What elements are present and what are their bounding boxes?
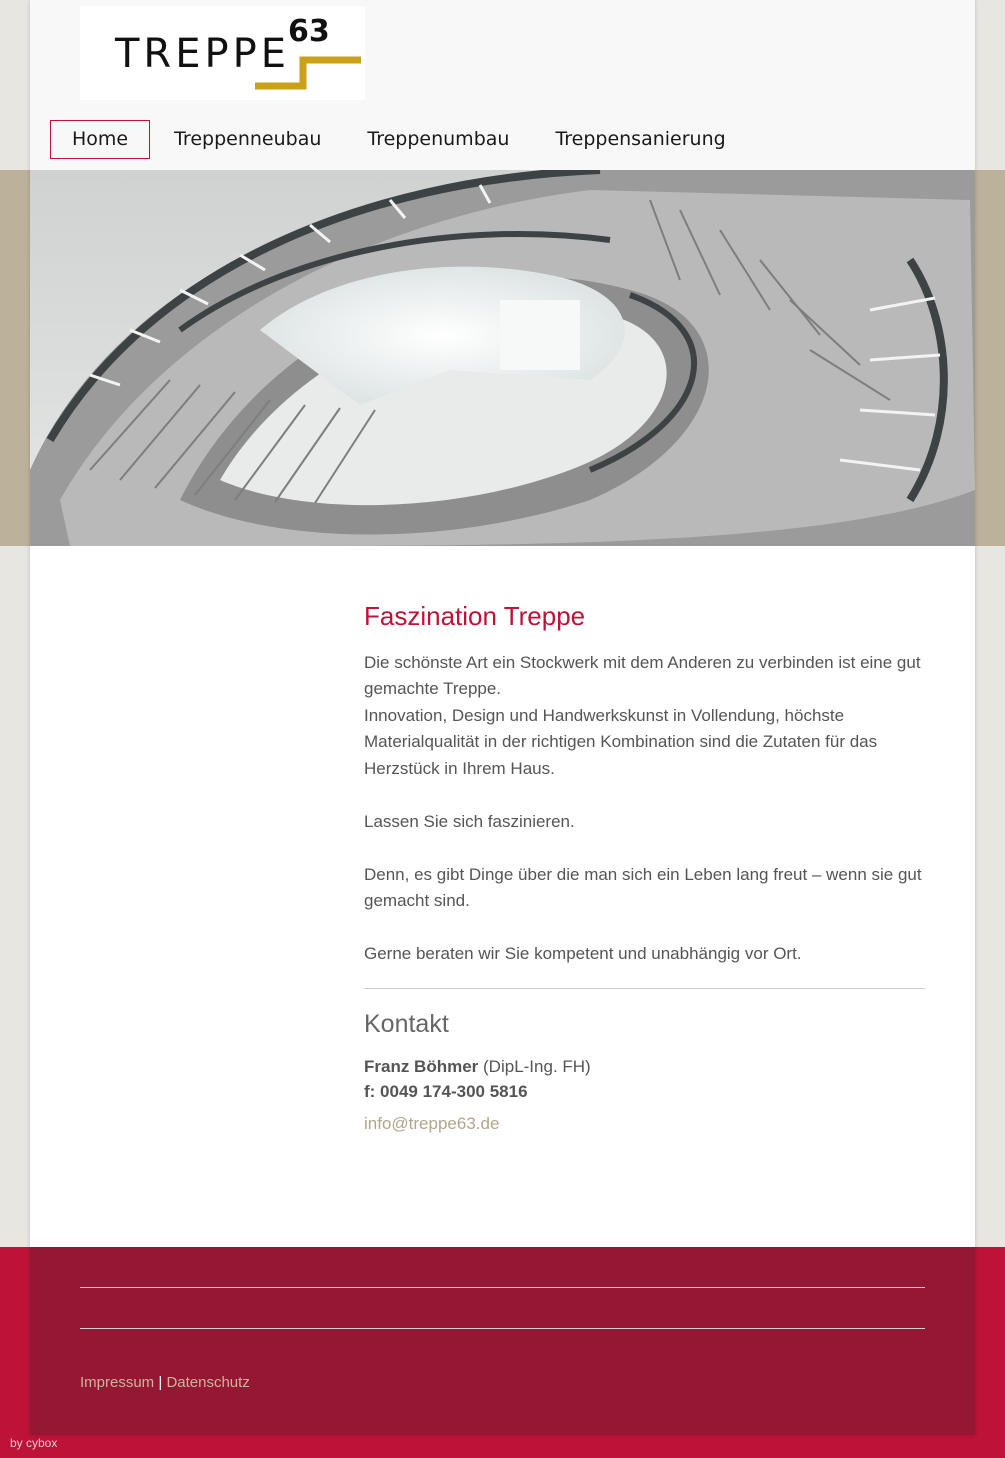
footer-link-separator: | — [158, 1374, 163, 1391]
nav-item-treppensanierung[interactable]: Treppensanierung — [555, 128, 726, 150]
lifetime-paragraph: Denn, es gibt Dinge über die man sich ein Leben lang freut – wenn sie gut gemacht sind. — [364, 864, 922, 911]
logo-step-icon — [253, 52, 363, 92]
contact-phone: f: 0049 174-300 5816 — [364, 1081, 528, 1101]
page-container — [30, 0, 975, 1435]
page-title: Faszination Treppe — [364, 601, 586, 631]
fascinate-paragraph: Lassen Sie sich faszinieren. — [364, 811, 575, 831]
hero-image — [30, 170, 975, 546]
credit-link[interactable]: by cybox — [10, 1436, 58, 1450]
content-divider — [364, 988, 925, 989]
footer-links — [80, 1374, 250, 1391]
footer-divider-bottom — [80, 1328, 925, 1329]
nav-item-home[interactable]: Home — [50, 120, 150, 159]
spiral-staircase-photo — [30, 170, 975, 546]
nav-item-treppenneubau[interactable]: Treppenneubau — [174, 128, 322, 150]
impressum-link[interactable]: Impressum — [80, 1374, 155, 1391]
main-content — [364, 600, 925, 1134]
contact-name: Franz Böhmer — [364, 1056, 479, 1076]
main-nav — [50, 120, 750, 159]
contact-degree: (DipL-Ing. FH) — [478, 1056, 591, 1076]
site-logo[interactable] — [80, 6, 365, 100]
intro-paragraph: Die schönste Art ein Stockwerk mit dem Anderen zu verbinden ist eine gut gemachte Treppe. — [364, 652, 921, 699]
site-footer — [30, 1247, 975, 1435]
site-header — [30, 0, 975, 170]
contact-email-link[interactable]: info@treppe63.de — [364, 1113, 500, 1133]
datenschutz-link[interactable]: Datenschutz — [166, 1374, 250, 1391]
nav-item-treppenumbau[interactable]: Treppenumbau — [367, 128, 510, 150]
contact-heading: Kontakt — [364, 1009, 449, 1038]
footer-divider-top — [80, 1287, 925, 1288]
logo-word: TREPPE — [115, 31, 291, 77]
innovation-paragraph: Innovation, Design und Handwerkskunst in Vollendung, höchste Materialqualität in der richtigen Kombination sind die Zutaten für das Herzstück in Ihrem Haus. — [364, 705, 878, 778]
contact-name-line — [364, 1054, 925, 1079]
consult-paragraph: Gerne beraten wir Sie kompetent und unabhängig vor Ort. — [364, 944, 802, 964]
logo-number: 63 — [288, 14, 330, 49]
contact-block — [364, 1054, 925, 1104]
